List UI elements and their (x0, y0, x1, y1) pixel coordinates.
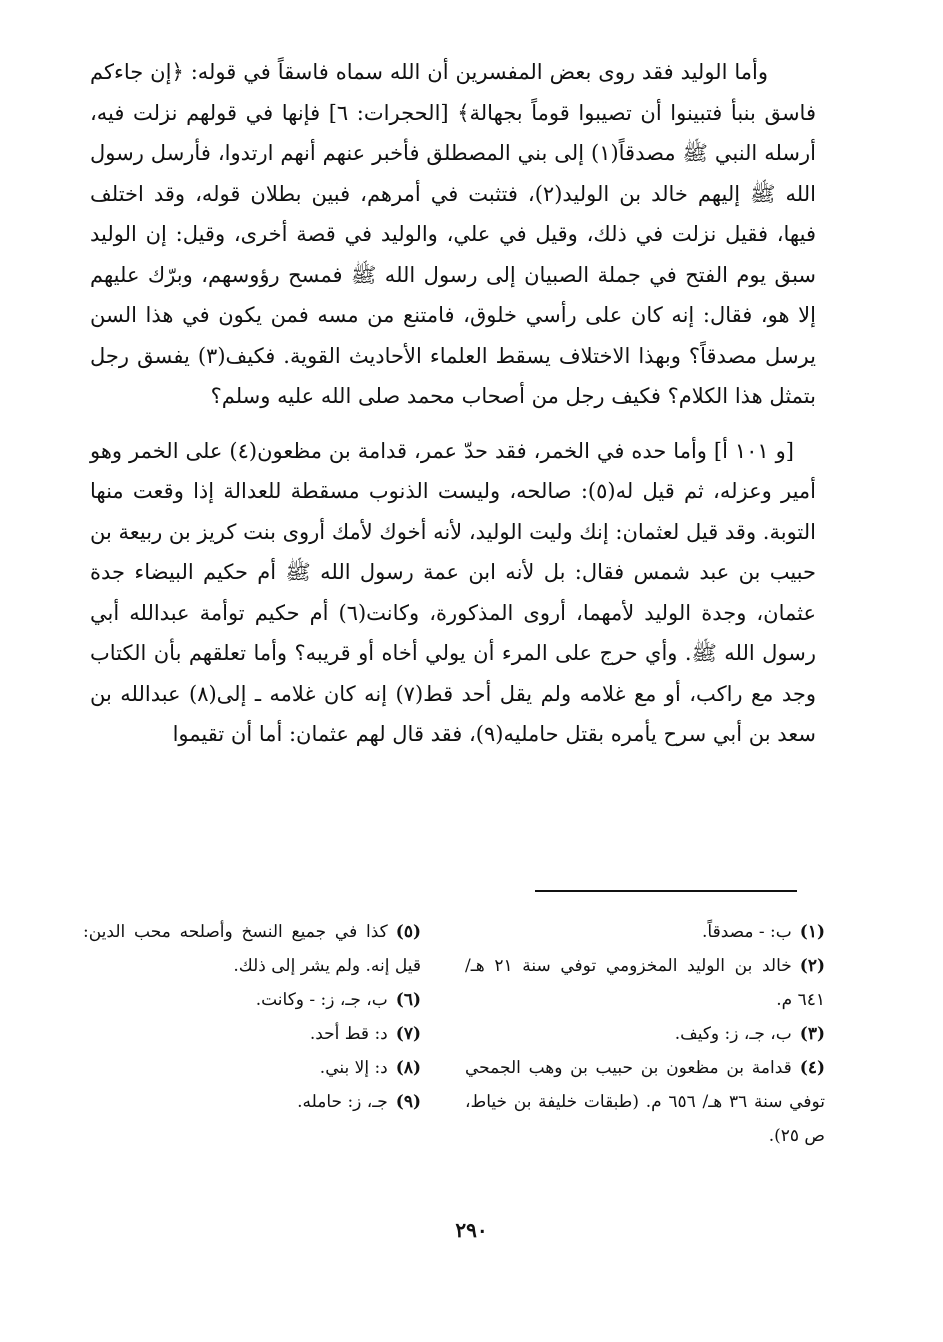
footnote-2: (٢)خالد بن الوليد المخزومي توفي سنة ٢١ هـ/ ٦٤١ م. (465, 956, 825, 1010)
footnote-separator (535, 890, 797, 892)
paragraph-2: [و ١٠١ أ] وأما حده في الخمر، فقد حدّ عمر، قدامة بن مظعون(٤) على الخمر وهو أمير وعزله، ثم قيل له(٥): صالحه، وليست الذنوب مسقطة للعدالة إذا وقعت منها التوبة. وقد قيل لعثمان: إنك وليت الوليد، لأنه أخوك لأمك أروى بنت كريز بن ربيعة بن حبيب بن عبد شمس فقال: بل لأنه ابن عمة رسول الله ﷺ أم حكيم البيضاء جدة عثمان، وجدة الوليد لأمهما، أروى المذكورة، وكانت(٦) أم حكيم توأمة عبدالله أبي رسول الله ﷺ. وأي حرج على المرء أن يولي أخاه أو قريبه؟ وأما تعلقهم بأن الكتاب وجد مع راكب، أو مع غلامه ولم يقل أحد قط(٧) إنه كان غلامه ـ إلى(٨) عبدالله بن سعد بن أبي سرح يأمره بقتل حامليه(٩)، فقد قال لهم عثمان: أما أن تقيموا (90, 438, 816, 746)
footnote-5: (٥)كذا في جميع النسخ وأصلحه محب الدين: قيل إنه. ولم يشر إلى ذلك. (83, 922, 421, 976)
footnote-3: (٣)ب، جـ، ز: وكيف. (674, 1024, 825, 1044)
footnotes-right-column (465, 915, 825, 1153)
footnote-1: (١)ب: - مصدقاً. (702, 922, 825, 942)
page-number: ٢٩٠ (455, 1218, 488, 1242)
footnote-7: (٧)د: قط أحد. (309, 1024, 421, 1044)
footnote-9: (٩)جـ، ز: حامله. (297, 1092, 421, 1112)
footnote-8: (٨)د: إلا بني. (319, 1058, 421, 1078)
paragraph-1: وأما الوليد فقد روى بعض المفسرين أن الله سماه فاسقاً في قوله: ﴿إن جاءكم فاسق بنبأ فتبينوا أن تصيبوا قوماً بجهالة﴾ [الحجرات: ٦] فإنها في قولهم نزلت فيه، أرسله النبي ﷺ مصدقاً(١) إلى بني المصطلق فأخبر عنهم أنهم ارتدوا، فأرسل رسول الله ﷺ إليهم خالد بن الوليد(٢)، فتثبت في أمرهم، فبين بطلان قوله، وقد اختلف فيها، فقيل نزلت في ذلك، وقيل في علي، والوليد في قصة أخرى، وقيل: إن الوليد سبق يوم الفتح في جملة الصبيان إلى رسول الله ﷺ فمسح رؤوسهم، وبرّك عليهم إلا هو، فقال: إنه كان على رأسي خلوق، فامتنع من مسه فمن يكون في هذا السن يرسل مصدقاً؟ وبهذا الاختلاف يسقط العلماء الأحاديث القوية. فكيف(٣) يفسق رجل بتمثل هذا الكلام؟ فكيف رجل من أصحاب محمد صلى الله عليه وسلم؟ (90, 60, 816, 408)
footnote-6: (٦)ب، جـ، ز: - وكانت. (255, 990, 421, 1010)
footnotes-left-column (83, 915, 421, 1119)
main-text (90, 52, 816, 755)
footnote-4: (٤)قدامة بن مظعون بن حبيب بن وهب الجمحي توفي سنة ٣٦ هـ/ ٦٥٦ م. (طبقات خليفة بن خياط، ص ٢٥). (465, 1058, 825, 1146)
